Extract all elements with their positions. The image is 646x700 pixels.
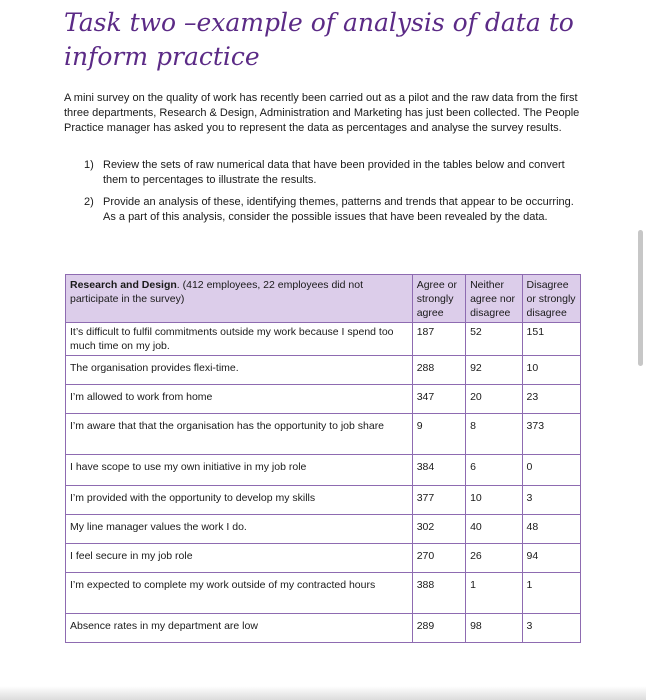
- agree-cell: 377: [412, 486, 465, 515]
- disagree-cell: 10: [522, 356, 580, 385]
- task-text: Review the sets of raw numerical data that have been provided in the tables below and convert them to percentages to illustrate the results.: [103, 159, 565, 186]
- neither-cell: 1: [466, 573, 522, 614]
- disagree-cell: 0: [522, 455, 580, 486]
- disagree-cell: 1: [522, 573, 580, 614]
- survey-table: [65, 274, 581, 643]
- statement-cell: I have scope to use my own initiative in my job role: [66, 455, 413, 486]
- neither-cell: 92: [466, 356, 522, 385]
- column-header-disagree: Disagree or strongly disagree: [522, 275, 580, 323]
- table-row: [66, 573, 581, 614]
- table-row: [66, 385, 581, 414]
- column-header-agree: Agree or strongly agree: [412, 275, 465, 323]
- neither-cell: 8: [466, 414, 522, 455]
- table-row: [66, 544, 581, 573]
- department-header: [66, 275, 413, 323]
- agree-cell: 187: [412, 323, 465, 356]
- agree-cell: 302: [412, 515, 465, 544]
- neither-cell: 98: [466, 614, 522, 643]
- statement-cell: The organisation provides flexi-time.: [66, 356, 413, 385]
- task-list: [84, 158, 584, 225]
- table-row: [66, 455, 581, 486]
- table-row: [66, 414, 581, 455]
- table-row: [66, 356, 581, 385]
- statement-cell: It’s difficult to fulfil commitments outside my work because I spend too much time on my job.: [66, 323, 413, 356]
- neither-cell: 10: [466, 486, 522, 515]
- agree-cell: 289: [412, 614, 465, 643]
- department-note: . (412 employees, 22 employees did not participate in the survey): [70, 279, 363, 305]
- disagree-cell: 48: [522, 515, 580, 544]
- table-header-row: [66, 275, 581, 323]
- agree-cell: 9: [412, 414, 465, 455]
- neither-cell: 40: [466, 515, 522, 544]
- list-item: [84, 158, 584, 188]
- page-title: Task two –example of analysis of data to inform practice: [64, 8, 574, 71]
- agree-cell: 288: [412, 356, 465, 385]
- statement-cell: My line manager values the work I do.: [66, 515, 413, 544]
- vertical-scrollbar[interactable]: [638, 230, 643, 366]
- table-row: [66, 515, 581, 544]
- table-row: [66, 323, 581, 356]
- statement-cell: Absence rates in my department are low: [66, 614, 413, 643]
- neither-cell: 26: [466, 544, 522, 573]
- agree-cell: 270: [412, 544, 465, 573]
- list-item: [84, 195, 584, 225]
- statement-cell: I feel secure in my job role: [66, 544, 413, 573]
- statement-cell: I’m provided with the opportunity to develop my skills: [66, 486, 413, 515]
- disagree-cell: 373: [522, 414, 580, 455]
- statement-cell: I’m allowed to work from home: [66, 385, 413, 414]
- task-text: Provide an analysis of these, identifying themes, patterns and trends that appear to be occurring.: [103, 196, 574, 208]
- table-row: [66, 614, 581, 643]
- statement-cell: I’m expected to complete my work outside of my contracted hours: [66, 573, 413, 614]
- agree-cell: 384: [412, 455, 465, 486]
- column-header-neither: Neither agree nor disagree: [466, 275, 522, 323]
- agree-cell: 347: [412, 385, 465, 414]
- table-row: [66, 486, 581, 515]
- disagree-cell: 3: [522, 614, 580, 643]
- disagree-cell: 3: [522, 486, 580, 515]
- task-number: 2): [84, 196, 94, 208]
- page-bottom-edge: [0, 686, 646, 700]
- neither-cell: 52: [466, 323, 522, 356]
- neither-cell: 6: [466, 455, 522, 486]
- disagree-cell: 23: [522, 385, 580, 414]
- task-text-continued: As a part of this analysis, consider the possible issues that have been revealed by the data.: [103, 211, 548, 223]
- disagree-cell: 151: [522, 323, 580, 356]
- task-number: 1): [84, 159, 94, 171]
- statement-cell: I’m aware that that the organisation has the opportunity to job share: [66, 414, 413, 455]
- neither-cell: 20: [466, 385, 522, 414]
- department-name: Research and Design: [70, 279, 177, 291]
- disagree-cell: 94: [522, 544, 580, 573]
- agree-cell: 388: [412, 573, 465, 614]
- intro-paragraph: A mini survey on the quality of work has recently been carried out as a pilot and the raw data from the first three departments, Research & Design, Administration and Marketing has just been collected. The People Practice manager has asked you to represent the data as percentages and analyse the survey results.: [64, 92, 580, 134]
